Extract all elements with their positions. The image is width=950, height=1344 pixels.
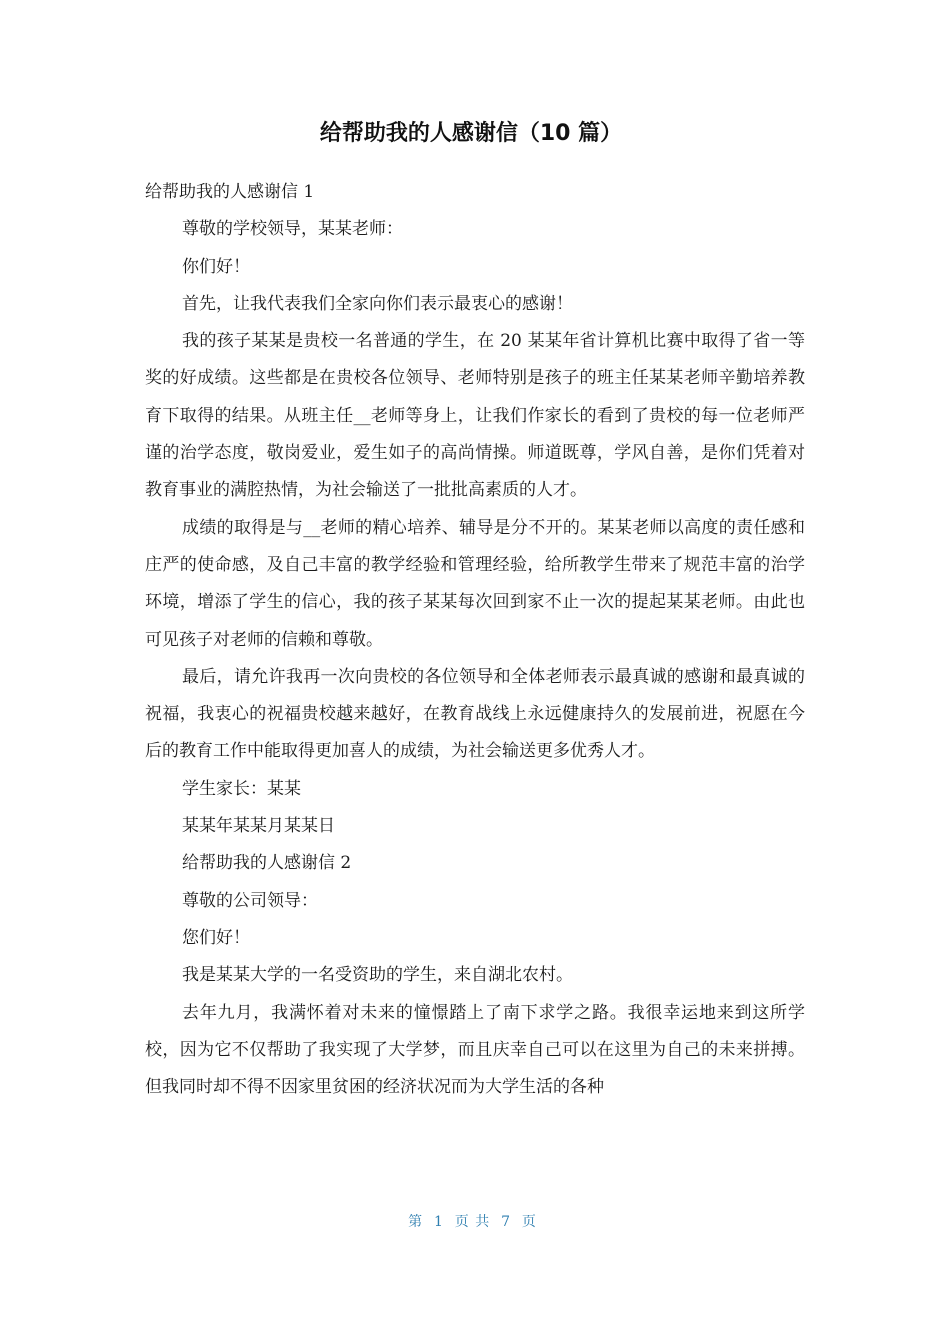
paragraph: 某某年某某月某某日: [182, 816, 335, 837]
paragraph: 去年九月，我满怀着对未来的憧憬踏上了南下求学之路。我很幸运地来到这所学校，因为它不仅帮助了我实现了大学梦，而且庆幸自己可以在这里为自己的未来拼搏。但我同时却不得不因家里贫困的经济状况而为大学生活的各种: [145, 1002, 805, 1098]
paragraph: 给帮助我的人感谢信 2: [182, 853, 352, 874]
paragraph: 成绩的取得是与__老师的精心培养、辅导是分不开的。某某老师以高度的责任感和庄严的使命感，及自己丰富的教学经验和管理经验，给所教学生带来了规范丰富的治学环境，增添了学生的信心，我的孩子某某每次回到家不止一次的提起某某老师。由此也可见孩子对老师的信赖和尊敬。: [145, 517, 805, 650]
paragraph: 您们好！: [182, 927, 250, 948]
paragraph: 首先，让我代表我们全家向你们表示最衷心的感谢！: [182, 293, 573, 314]
paragraph: 我的孩子某某是贵校一名普通的学生，在 20 某某年省计算机比赛中取得了省一等奖的好成绩。这些都是在贵校各位领导、老师特别是孩子的班主任某某老师辛勤培养教育下取得的结果。从班主任__老师等身上，让我们作家长的看到了贵校的每一位老师严谨的治学态度，敬岗爱业，爱生如子的高尚情操。师道既尊，学风自善，是你们凭着对教育事业的满腔热情，为社会输送了一批批高素质的人才。: [145, 331, 805, 501]
page-number-footer: 第 1 页 共 7 页: [408, 1214, 537, 1230]
document-body: [145, 174, 805, 1106]
paragraph: 给帮助我的人感谢信 1: [145, 182, 315, 202]
document-title: 给帮助我的人感谢信（10 篇）: [319, 121, 623, 146]
paragraph: 尊敬的公司领导：: [182, 890, 318, 911]
paragraph: 我是某某大学的一名受资助的学生，来自湖北农村。: [182, 965, 573, 986]
paragraph: 学生家长：某某: [182, 778, 301, 799]
paragraph: 你们好！: [182, 256, 250, 277]
paragraph: 尊敬的学校领导，某某老师：: [182, 219, 403, 240]
paragraph: 最后，请允许我再一次向贵校的各位领导和全体老师表示最真诚的感谢和最真诚的祝福，我衷心的祝福贵校越来越好，在教育战线上永远健康持久的发展前进，祝愿在今后的教育工作中能取得更加喜人的成绩，为社会输送更多优秀人才。: [145, 666, 805, 762]
